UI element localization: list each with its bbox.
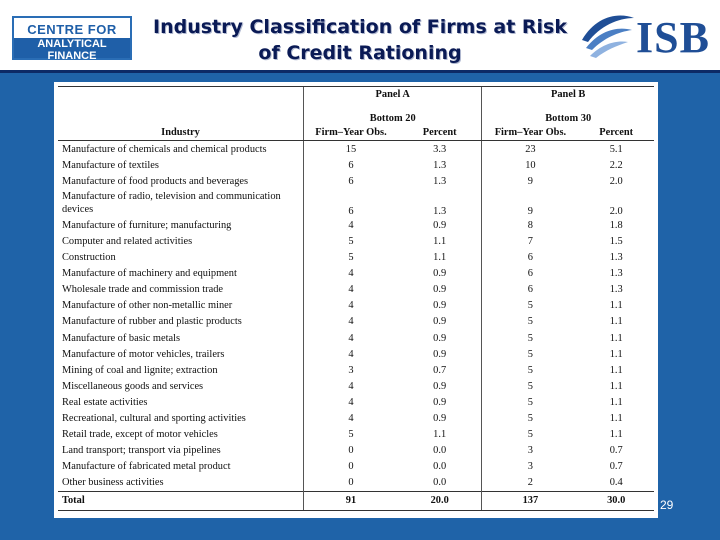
bottom-a-label: Bottom 20	[304, 102, 482, 124]
industry-cell: Manufacture of machinery and equipment	[62, 268, 237, 280]
panel-b-pct-cell: 1.1	[609, 332, 623, 344]
panel-a-pct-cell: 1.3	[433, 206, 447, 218]
caf-logo-line1: CENTRE FOR	[27, 22, 117, 37]
table-row	[58, 298, 654, 314]
panel-b-obs-cell: 6	[482, 250, 579, 266]
panel-a-obs-cell: 6	[304, 173, 398, 189]
table-row	[58, 189, 654, 217]
panel-a-obs-cell: 4	[304, 411, 398, 427]
panel-a-pct-cell: 0.9	[433, 380, 447, 392]
industry-cell: Construction	[62, 252, 116, 264]
panel-b-obs-cell: 9	[482, 189, 579, 217]
panel-b-pct-cell: 1.8	[609, 219, 623, 231]
panel-a-pct-cell: 0.9	[433, 316, 447, 328]
panel-a-pct-cell: 0.9	[433, 284, 447, 296]
total-a-obs: 91	[304, 491, 398, 510]
panel-a-obs-cell: 3	[304, 362, 398, 378]
panel-b-obs-cell: 5	[482, 427, 579, 443]
panel-b-pct-cell: 1.1	[609, 300, 623, 312]
col-header-b-pct: Percent	[578, 124, 654, 141]
panel-a-pct-cell: 0.0	[433, 445, 447, 457]
table-row	[58, 250, 654, 266]
table-row	[58, 141, 654, 158]
panel-a-pct-cell: 0.9	[433, 300, 447, 312]
panel-a-obs-cell: 5	[304, 427, 398, 443]
industry-cell: Manufacture of basic metals	[62, 332, 181, 344]
industry-cell: Wholesale trade and commission trade	[62, 284, 223, 296]
table-row	[58, 475, 654, 492]
panel-header-row	[58, 87, 654, 103]
panel-a-pct-cell: 0.9	[433, 268, 447, 280]
industry-cell: Miscellaneous goods and services	[62, 380, 204, 392]
industry-cell: Computer and related activities	[62, 236, 193, 248]
panel-b-pct-cell: 1.3	[609, 284, 623, 296]
panel-b-obs-cell: 8	[482, 217, 579, 233]
panel-b-obs-cell: 5	[482, 330, 579, 346]
panel-a-obs-cell: 4	[304, 282, 398, 298]
isb-swoosh-icon	[578, 10, 638, 62]
industry-cell: Manufacture of other non-metallic miner	[62, 300, 233, 312]
panel-a-obs-cell: 4	[304, 346, 398, 362]
slide-title-line1: Industry Classification of Firms at Risk	[153, 16, 567, 38]
panel-a-obs-cell: 4	[304, 378, 398, 394]
panel-b-obs-cell: 9	[482, 173, 579, 189]
panel-a-obs-cell: 0	[304, 459, 398, 475]
panel-b-obs-cell: 3	[482, 459, 579, 475]
table-row	[58, 427, 654, 443]
panel-a-obs-cell: 6	[304, 189, 398, 217]
table-row	[58, 282, 654, 298]
panel-b-obs-cell: 7	[482, 233, 579, 249]
panel-a-pct-cell: 0.0	[433, 477, 447, 489]
industry-cell: Recreational, cultural and sporting activities	[62, 413, 246, 425]
industry-cell: Manufacture of radio, television and communication devices	[62, 191, 281, 216]
panel-b-pct-cell: 2.0	[609, 175, 623, 187]
table-row	[58, 443, 654, 459]
industry-cell: Mining of coal and lignite; extraction	[62, 364, 218, 376]
panel-b-pct-cell: 0.7	[609, 445, 623, 457]
panel-b-pct-cell: 5.1	[609, 143, 623, 155]
panel-b-pct-cell: 0.4	[609, 477, 623, 489]
slide-title-line2: of Credit Rationing	[258, 42, 462, 64]
slide-title	[140, 14, 580, 66]
panel-b-pct-cell: 1.5	[609, 236, 623, 248]
col-header-a-obs: Firm–Year Obs.	[304, 124, 398, 141]
panel-b-obs-cell: 5	[482, 394, 579, 410]
panel-a-pct-cell: 0.9	[433, 348, 447, 360]
col-header-a-pct: Percent	[398, 124, 482, 141]
col-header-industry: Industry	[58, 124, 304, 141]
industry-cell: Manufacture of fabricated metal product	[62, 461, 231, 473]
panel-b-obs-cell: 5	[482, 378, 579, 394]
panel-b-pct-cell: 1.1	[609, 429, 623, 441]
panel-a-obs-cell: 4	[304, 266, 398, 282]
panel-b-pct-cell: 1.1	[609, 364, 623, 376]
panel-a-obs-cell: 6	[304, 157, 398, 173]
table-row	[58, 217, 654, 233]
total-label: Total	[58, 491, 304, 510]
panel-a-pct-cell: 0.9	[433, 413, 447, 425]
panel-b-obs-cell: 5	[482, 298, 579, 314]
panel-b-pct-cell: 1.3	[609, 252, 623, 264]
panel-a-pct-cell: 3.3	[433, 143, 447, 155]
industry-cell: Land transport; transport via pipelines	[62, 445, 221, 457]
table-row	[58, 314, 654, 330]
panel-b-pct-cell: 1.1	[609, 396, 623, 408]
isb-logo-text: ISB	[636, 13, 710, 62]
table-row	[58, 173, 654, 189]
industry-cell: Manufacture of rubber and plastic products	[62, 316, 242, 328]
table-row	[58, 346, 654, 362]
industry-cell: Manufacture of food products and beverages	[62, 175, 249, 187]
panel-a-obs-cell: 0	[304, 475, 398, 492]
panel-a-obs-cell: 4	[304, 330, 398, 346]
panel-b-pct-cell: 2.0	[609, 206, 623, 218]
industry-cell: Retail trade, except of motor vehicles	[62, 429, 218, 441]
industry-cell: Manufacture of textiles	[62, 159, 159, 171]
panel-b-obs-cell: 5	[482, 346, 579, 362]
industry-table	[58, 86, 654, 511]
caf-logo	[12, 16, 132, 60]
panel-b-pct-cell: 1.1	[609, 380, 623, 392]
bottom-header-row	[58, 102, 654, 124]
panel-a-obs-cell: 4	[304, 314, 398, 330]
panel-b-label: Panel B	[482, 87, 654, 103]
panel-b-obs-cell: 5	[482, 411, 579, 427]
panel-a-pct-cell: 0.7	[433, 364, 447, 376]
panel-b-obs-cell: 5	[482, 314, 579, 330]
panel-a-pct-cell: 1.1	[433, 236, 447, 248]
panel-b-obs-cell: 5	[482, 362, 579, 378]
total-b-obs: 137	[482, 491, 579, 510]
panel-a-pct-cell: 1.3	[433, 159, 447, 171]
page-number: 29	[660, 498, 674, 512]
industry-cell: Manufacture of furniture; manufacturing	[62, 219, 232, 231]
table-row	[58, 233, 654, 249]
table-row	[58, 411, 654, 427]
panel-b-pct-cell: 1.1	[609, 413, 623, 425]
panel-a-obs-cell: 4	[304, 217, 398, 233]
slide-header	[0, 0, 720, 72]
industry-cell: Other business activities	[62, 477, 164, 489]
table-row	[58, 362, 654, 378]
panel-a-obs-cell: 4	[304, 394, 398, 410]
panel-b-obs-cell: 23	[482, 141, 579, 158]
industry-cell: Real estate activities	[62, 396, 148, 408]
panel-b-pct-cell: 1.3	[609, 268, 623, 280]
total-row	[58, 491, 654, 510]
panel-b-obs-cell: 6	[482, 282, 579, 298]
panel-a-obs-cell: 4	[304, 298, 398, 314]
total-b-pct: 30.0	[578, 491, 654, 510]
panel-b-obs-cell: 3	[482, 443, 579, 459]
bottom-b-label: Bottom 30	[482, 102, 654, 124]
table-row	[58, 266, 654, 282]
panel-a-pct-cell: 0.9	[433, 332, 447, 344]
isb-logo	[578, 6, 716, 66]
table-row	[58, 378, 654, 394]
table-row	[58, 394, 654, 410]
panel-a-obs-cell: 5	[304, 233, 398, 249]
total-a-pct: 20.0	[398, 491, 482, 510]
panel-a-pct-cell: 1.1	[433, 252, 447, 264]
table-row	[58, 157, 654, 173]
table-panel	[54, 82, 658, 518]
industry-cell: Manufacture of chemicals and chemical products	[62, 143, 267, 155]
industry-cell: Manufacture of motor vehicles, trailers	[62, 348, 225, 360]
panel-a-obs-cell: 5	[304, 250, 398, 266]
panel-b-pct-cell: 0.7	[609, 461, 623, 473]
column-header-row	[58, 124, 654, 141]
table-body	[58, 141, 654, 492]
panel-a-label: Panel A	[304, 87, 482, 103]
table-row	[58, 330, 654, 346]
panel-b-obs-cell: 2	[482, 475, 579, 492]
panel-a-pct-cell: 0.0	[433, 461, 447, 473]
panel-a-obs-cell: 15	[304, 141, 398, 158]
panel-a-pct-cell: 1.3	[433, 175, 447, 187]
panel-b-pct-cell: 1.1	[609, 348, 623, 360]
panel-b-pct-cell: 2.2	[609, 159, 623, 171]
col-header-b-obs: Firm–Year Obs.	[482, 124, 579, 141]
panel-b-pct-cell: 1.1	[609, 316, 623, 328]
panel-a-pct-cell: 0.9	[433, 396, 447, 408]
panel-a-pct-cell: 0.9	[433, 219, 447, 231]
panel-b-obs-cell: 6	[482, 266, 579, 282]
caf-logo-line2: ANALYTICAL FINANCE	[14, 38, 130, 58]
panel-b-obs-cell: 10	[482, 157, 579, 173]
panel-a-pct-cell: 1.1	[433, 429, 447, 441]
table-row	[58, 459, 654, 475]
panel-a-obs-cell: 0	[304, 443, 398, 459]
